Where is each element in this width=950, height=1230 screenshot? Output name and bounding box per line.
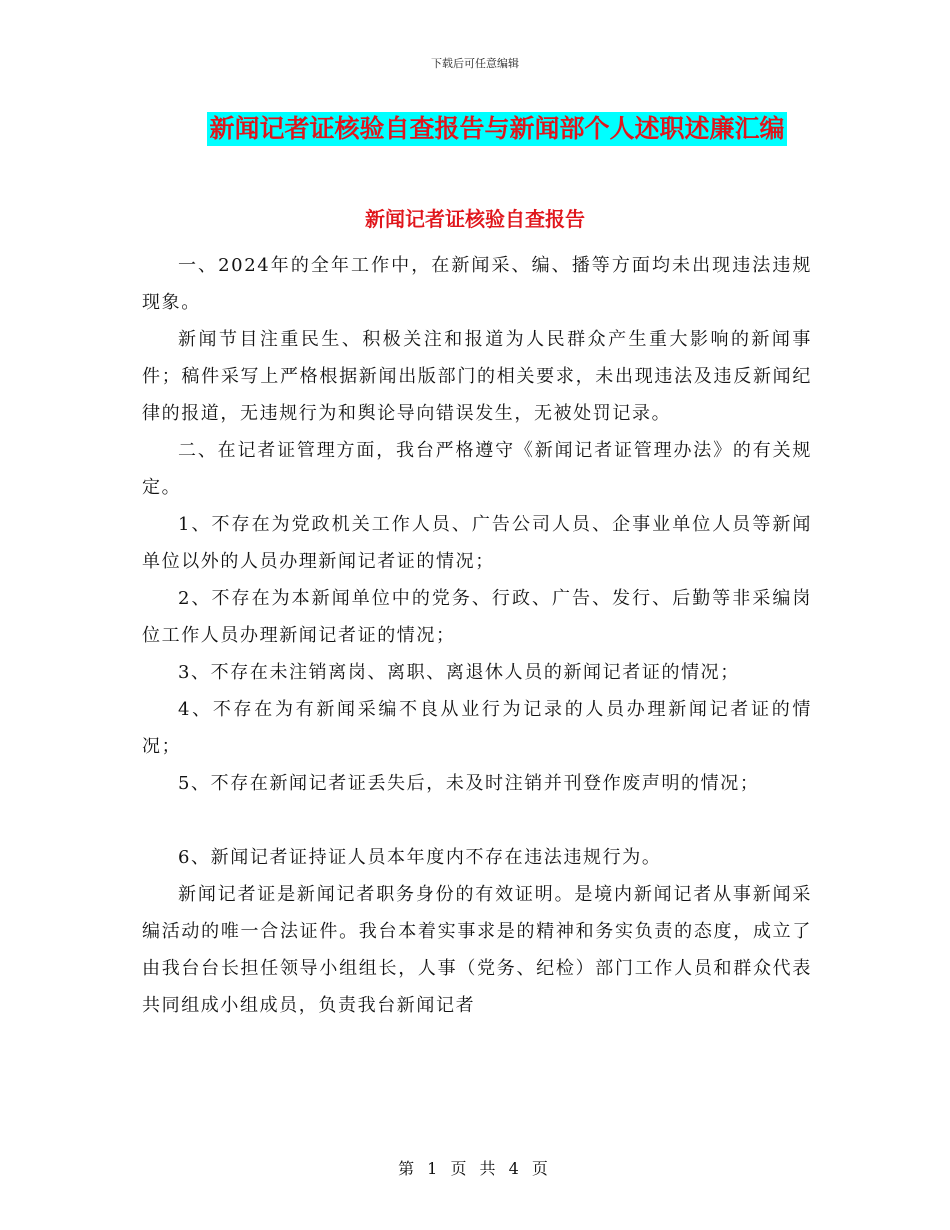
document-body (142, 247, 812, 1024)
document-title: 新闻记者证核验自查报告与新闻部个人述职述廉汇编 (207, 112, 786, 146)
paragraph: 4、不存在为有新闻采编不良从业行为记录的人员办理新闻记者证的情况； (142, 699, 812, 757)
paragraph: 1、不存在为党政机关工作人员、广告公司人员、企事业单位人员等新闻单位以外的人员办理新闻记者证的情况； (142, 514, 812, 572)
paragraph: 5、不存在新闻记者证丢失后，未及时注销并刊登作废声明的情况； (178, 773, 760, 794)
paragraph: 新闻记者证是新闻记者职务身份的有效证明。是境内新闻记者从事新闻采编活动的唯一合法证件。我台本着实事求是的精神和务实负责的态度，成立了由我台台长担任领导小组组长，人事（党务、纪检）部门工作人员和群众代表共同组成小组成员，负责我台新闻记者 (142, 884, 812, 1016)
document-title-container (0, 112, 950, 146)
paragraph: 2、不存在为本新闻单位中的党务、行政、广告、发行、后勤等非采编岗位工作人员办理新闻记者证的情况； (142, 588, 812, 646)
header-note: 下载后可任意编辑 (431, 57, 519, 70)
paragraph: 3、不存在未注销离岗、离职、离退休人员的新闻记者证的情况； (178, 662, 740, 683)
paragraph: 6、新闻记者证持证人员本年度内不存在违法违规行为。 (178, 847, 662, 868)
section-title: 新闻记者证核验自查报告 (365, 207, 585, 231)
paragraph: 新闻节目注重民生、积极关注和报道为人民群众产生重大影响的新闻事件；稿件采写上严格根据新闻出版部门的相关要求，未出现违法及违反新闻纪律的报道，无违规行为和舆论导向错误发生，无被处罚记录。 (142, 329, 812, 424)
page-footer: 第 1 页 共 4 页 (398, 1159, 552, 1178)
paragraph: 一、2024年的全年工作中，在新闻采、编、播等方面均未出现违法违规现象。 (142, 255, 812, 313)
paragraph: 二、在记者证管理方面，我台严格遵守《新闻记者证管理办法》的有关规定。 (142, 440, 812, 498)
